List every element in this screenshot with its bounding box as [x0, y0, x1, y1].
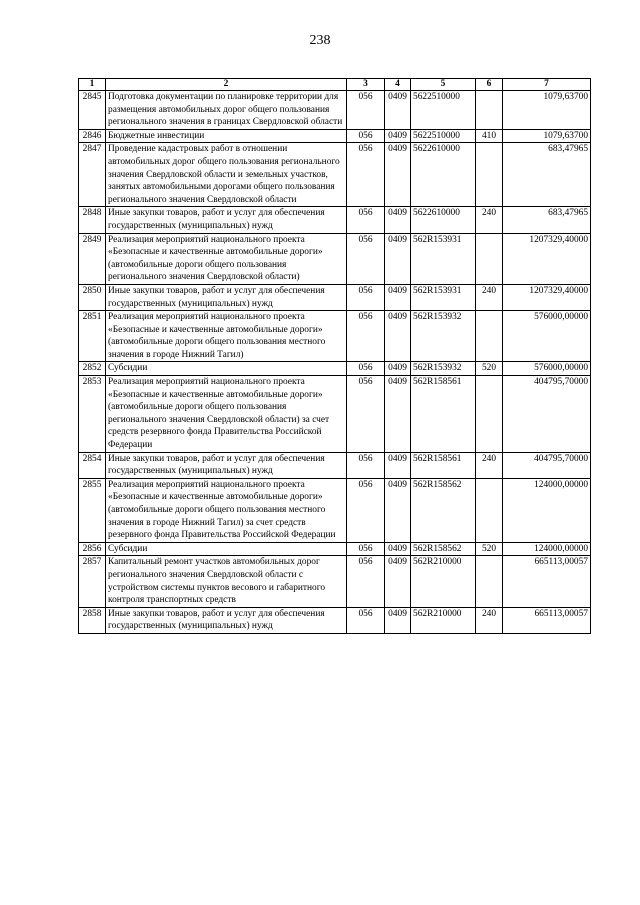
- column-header-6: 6: [476, 79, 503, 91]
- row-amount: 683,47965: [503, 207, 591, 233]
- row-section-code: 0409: [385, 91, 411, 130]
- row-ministry-code: 056: [347, 284, 385, 310]
- row-amount: 683,47965: [503, 143, 591, 207]
- row-amount: 1207329,40000: [503, 284, 591, 310]
- row-number: 2858: [79, 607, 106, 633]
- row-expense-type: [476, 556, 503, 607]
- row-amount: 1079,63700: [503, 91, 591, 130]
- row-target-item: 562R153931: [411, 233, 476, 284]
- row-ministry-code: 056: [347, 91, 385, 130]
- row-target-item: 562R153931: [411, 284, 476, 310]
- row-section-code: 0409: [385, 362, 411, 376]
- row-target-item: 562R158561: [411, 452, 476, 478]
- row-ministry-code: 056: [347, 143, 385, 207]
- table-row: [79, 542, 591, 556]
- column-header-7: 7: [503, 79, 591, 91]
- row-section-code: 0409: [385, 478, 411, 542]
- row-expense-type: [476, 376, 503, 453]
- row-ministry-code: 056: [347, 207, 385, 233]
- row-number: 2845: [79, 91, 106, 130]
- row-ministry-code: 056: [347, 129, 385, 143]
- row-amount: 404795,70000: [503, 452, 591, 478]
- row-expense-type: [476, 233, 503, 284]
- row-amount: 124000,00000: [503, 542, 591, 556]
- table-row: [79, 311, 591, 362]
- row-expense-type: [476, 478, 503, 542]
- row-name: Капитальный ремонт участков автомобильных дорог регионального значения Свердловской области с устройством системы пунктов весового и габаритного контроля транспортных средств: [106, 556, 347, 607]
- row-ministry-code: 056: [347, 607, 385, 633]
- row-amount: 124000,00000: [503, 478, 591, 542]
- row-name: Иные закупки товаров, работ и услуг для обеспечения государственных (муниципальных) нужд: [106, 452, 347, 478]
- row-ministry-code: 056: [347, 452, 385, 478]
- row-amount: 576000,00000: [503, 311, 591, 362]
- row-expense-type: 240: [476, 452, 503, 478]
- table-row: [79, 207, 591, 233]
- row-section-code: 0409: [385, 284, 411, 310]
- row-expense-type: [476, 91, 503, 130]
- row-section-code: 0409: [385, 542, 411, 556]
- row-expense-type: 520: [476, 362, 503, 376]
- row-ministry-code: 056: [347, 556, 385, 607]
- row-number: 2847: [79, 143, 106, 207]
- row-ministry-code: 056: [347, 542, 385, 556]
- row-section-code: 0409: [385, 452, 411, 478]
- row-number: 2857: [79, 556, 106, 607]
- row-number: 2852: [79, 362, 106, 376]
- row-ministry-code: 056: [347, 362, 385, 376]
- table-row: [79, 284, 591, 310]
- row-name: Бюджетные инвестиции: [106, 129, 347, 143]
- row-number: 2850: [79, 284, 106, 310]
- row-expense-type: 240: [476, 207, 503, 233]
- row-name: Реализация мероприятий национального проекта «Безопасные и качественные автомобильные дороги» (автомобильные дороги общего пользования регионального значения Свердловской области) за счет средств резервного фонда Правительства Российской Федерации: [106, 376, 347, 453]
- table-row: [79, 91, 591, 130]
- row-ministry-code: 056: [347, 376, 385, 453]
- table-row: [79, 376, 591, 453]
- row-target-item: 5622510000: [411, 91, 476, 130]
- row-number: 2856: [79, 542, 106, 556]
- row-name: Иные закупки товаров, работ и услуг для обеспечения государственных (муниципальных) нужд: [106, 284, 347, 310]
- row-target-item: 562R153932: [411, 362, 476, 376]
- row-expense-type: [476, 143, 503, 207]
- column-header-4: 4: [385, 79, 411, 91]
- row-amount: 665113,00057: [503, 607, 591, 633]
- row-target-item: 562R153932: [411, 311, 476, 362]
- row-number: 2853: [79, 376, 106, 453]
- row-section-code: 0409: [385, 376, 411, 453]
- row-amount: 1207329,40000: [503, 233, 591, 284]
- row-ministry-code: 056: [347, 478, 385, 542]
- column-header-2: 2: [106, 79, 347, 91]
- column-header-3: 3: [347, 79, 385, 91]
- row-expense-type: 410: [476, 129, 503, 143]
- page-number: 238: [309, 33, 331, 48]
- row-ministry-code: 056: [347, 233, 385, 284]
- row-section-code: 0409: [385, 129, 411, 143]
- row-number: 2855: [79, 478, 106, 542]
- row-target-item: 5622510000: [411, 129, 476, 143]
- budget-table: [78, 78, 591, 634]
- row-target-item: 562R158561: [411, 376, 476, 453]
- table-row: [79, 556, 591, 607]
- row-name: Иные закупки товаров, работ и услуг для обеспечения государственных (муниципальных) нужд: [106, 207, 347, 233]
- row-section-code: 0409: [385, 233, 411, 284]
- row-amount: 404795,70000: [503, 376, 591, 453]
- row-ministry-code: 056: [347, 311, 385, 362]
- row-section-code: 0409: [385, 207, 411, 233]
- row-expense-type: [476, 311, 503, 362]
- table-row: [79, 607, 591, 633]
- table-row: [79, 478, 591, 542]
- row-number: 2846: [79, 129, 106, 143]
- row-name: Субсидии: [106, 362, 347, 376]
- row-target-item: 562R210000: [411, 607, 476, 633]
- table-header-row: [79, 79, 591, 91]
- row-expense-type: 240: [476, 284, 503, 310]
- row-section-code: 0409: [385, 607, 411, 633]
- table-row: [79, 129, 591, 143]
- row-target-item: 5622610000: [411, 143, 476, 207]
- row-name: Иные закупки товаров, работ и услуг для обеспечения государственных (муниципальных) нужд: [106, 607, 347, 633]
- row-name: Субсидии: [106, 542, 347, 556]
- table-row: [79, 452, 591, 478]
- row-expense-type: 520: [476, 542, 503, 556]
- row-name: Реализация мероприятий национального проекта «Безопасные и качественные автомобильные дороги» (автомобильные дороги общего пользования регионального значения Свердловской области): [106, 233, 347, 284]
- row-name: Реализация мероприятий национального проекта «Безопасные и качественные автомобильные дороги» (автомобильные дороги общего пользования местного значения в городе Нижний Тагил): [106, 311, 347, 362]
- row-amount: 665113,00057: [503, 556, 591, 607]
- row-section-code: 0409: [385, 143, 411, 207]
- row-number: 2851: [79, 311, 106, 362]
- table-row: [79, 362, 591, 376]
- row-name: Подготовка документации по планировке территории для размещения автомобильных дорог общего пользования регионального значения в границах Свердловской области: [106, 91, 347, 130]
- row-target-item: 562R158562: [411, 542, 476, 556]
- row-target-item: 5622610000: [411, 207, 476, 233]
- row-target-item: 562R210000: [411, 556, 476, 607]
- row-expense-type: 240: [476, 607, 503, 633]
- row-section-code: 0409: [385, 556, 411, 607]
- row-number: 2849: [79, 233, 106, 284]
- row-name: Проведение кадастровых работ в отношении автомобильных дорог общего пользования регионального значения Свердловской области и земельных участков, занятых автомобильными дорогами общего пользования регионального значения Свердловской области: [106, 143, 347, 207]
- row-section-code: 0409: [385, 311, 411, 362]
- row-name: Реализация мероприятий национального проекта «Безопасные и качественные автомобильные дороги» (автомобильные дороги общего пользования местного значения в городе Нижний Тагил) за счет средств резервного фонда Правительства Российской Федерации: [106, 478, 347, 542]
- row-amount: 576000,00000: [503, 362, 591, 376]
- column-header-5: 5: [411, 79, 476, 91]
- table-row: [79, 143, 591, 207]
- row-number: 2854: [79, 452, 106, 478]
- row-amount: 1079,63700: [503, 129, 591, 143]
- row-target-item: 562R158562: [411, 478, 476, 542]
- row-number: 2848: [79, 207, 106, 233]
- column-header-1: 1: [79, 79, 106, 91]
- table-row: [79, 233, 591, 284]
